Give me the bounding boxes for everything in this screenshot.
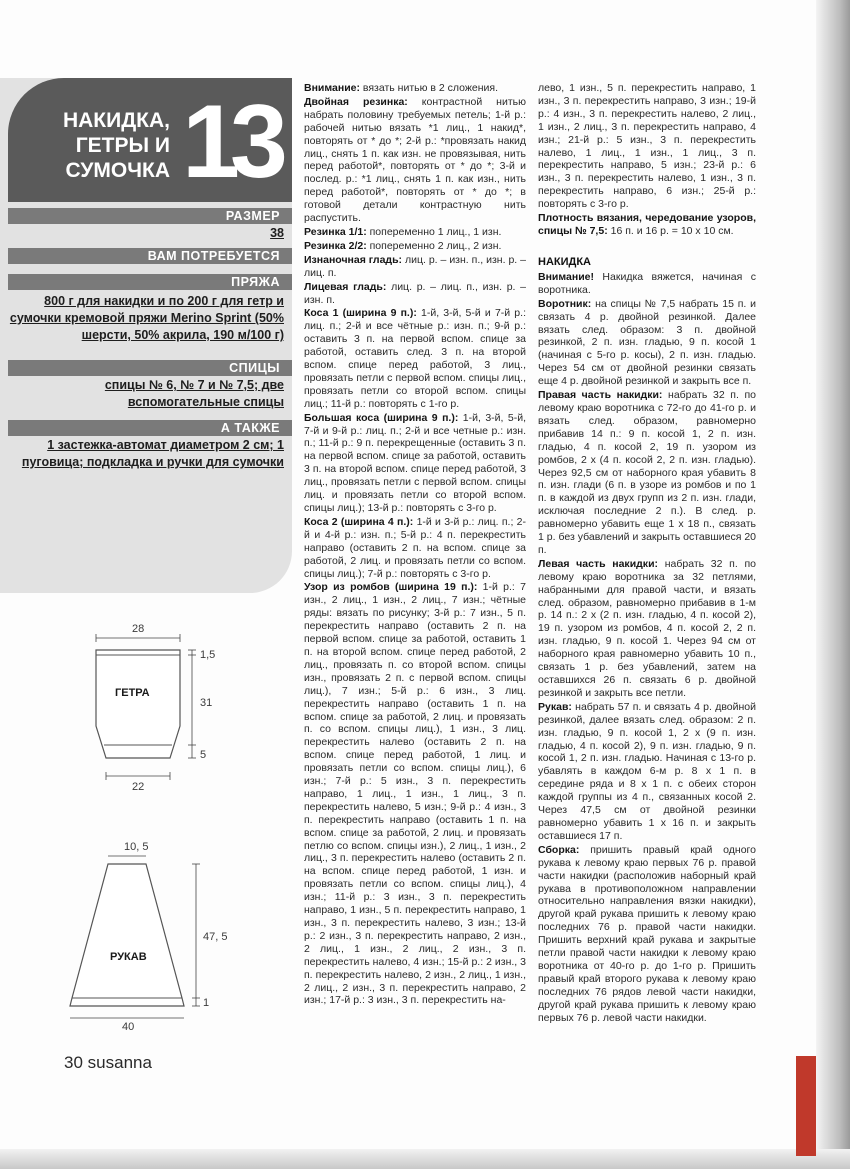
yarn-value: 800 г для накидки и по 200 г для гетр и сумочки кремовой пряжи Merino Sprint (50% шерсти, 50% акрила, 190 м/100 г) <box>9 294 284 342</box>
paragraph <box>538 298 756 388</box>
size-heading: РАЗМЕР <box>8 208 292 224</box>
paragraph-body: 1-й р.: 7 изн., 2 лиц., 1 изн., 2 лиц., 7 изн.; чётные ряды: вязать по рисунку; 3-й р.: 7 изн., 5 п. перекрестить направо (оставить 2 п. на первой вспом. спице за работой, оставить 1 п. на второй вспом. спице перед работой, 2 лиц., провязать п. со второй вспом. спицы изн., провязать 2 п. с первой вспом. спицы лиц.), 7 изн.; 5-й р.: 6 изн., 3 лиц. перекрестить направо (оставить 1 п. на вспом. спице за работой, 2 лиц. и провязать п. со вспом. спицы лиц.), 1 изн., 3 лиц. перекрестить налево (оставить 2 п. на вспом. спице перед работой, 1 лиц. и провязать петли со вспом. спицы лиц.), 6 изн.; 7-й р.: 5 изн., 3 п. перекрестить направо, 1 лиц., 1 изн., 1 лиц., 3 п. перекрестить налево, 5 изн.; 9-й р.: 4 изн., 3 п. перекрестить направо (оставить 1 п. на вспом. спице за работой, 2 лиц. и провязать петлю со вспом. спицы изн.), 2 лиц., 1 изн., 2 лиц., 3 п. перекрестить налево (оставить 2 п. на вспом. спице перед работой, 1 изн. и провязать петли со вспом. спицы лиц.), 4 изн.; 11-й р.: 3 изн., 3 п. перекрестить направо, 1 изн., 5 п. перекрестить направо, 1 изн., 3 п. перекрестить налево, 3 изн.; 13-й р.: 2 изн., 3 п. перекрестить направо, 2 изн., 2 лиц., 1 изн., 2 лиц., 2 изн., 3 п. перекрестить налево, 4 изн.; 15-й р.: 2 изн., 3 п. перекрестить налево, 2 изн., 2 лиц., 1 изн., 2 лиц., 2 изн., 3 п. перекрестить направо, 2 изн.; 17-й р.: 3 изн., 3 п. перекрестить на- <box>304 581 526 1007</box>
paragraph-lead: Резинка 1/1: <box>304 225 367 238</box>
sleeve-bottom-width: 40 <box>122 1021 135 1033</box>
getra-label: ГЕТРА <box>115 687 150 699</box>
paragraph <box>304 96 526 225</box>
paragraph-body: набрать 57 п. и связать 4 р. двойной резинкой, далее вязать след. образом: 2 п. изн. гладью, 9 п. косой 1, 2 х (9 п. изн. гладью, 4 п. косой 2), 9 п. изн. гладью, 9 п. косой 1, 2 п. изн. гладью. Начиная с 13-го р. убавлять в каждом 6-м р. 8 х 1 п. в середине ряда и 8 х 1 п. с обеих сторон каждой группы из 4 п., связанных косой 2. Через 47,5 см от двойной резинки равномерно убавить 1 х 16 п. и закрыть оставшиеся 17 п. <box>538 700 756 842</box>
also-value: 1 застежка-автомат диаметром 2 см; 1 пуговица; подкладка и ручки для сумочки <box>21 438 284 469</box>
paragraph-body: 16 п. и 16 р. = 10 х 10 см. <box>607 224 734 237</box>
red-edge-strip <box>796 1056 816 1156</box>
paragraph-body: набрать 32 п. по левому краю воротника за 32 петлями, набранными для правой части, и вязать след. образом, равномерно прибавив в 1-м р. 14 п.: 2 х (2 п. изн. гладью, 4 п. косой 2), 19 п. узором из ромбов, 4 п. косой 2, 2 п. изн. гладью, 9 п. косой 1. Через 94 см от наборного края равномерно убавить 10 п., связать 1 р. без убавлений, затем на оставшихся 26 п. связать 6 р. двойной резинкой и закрыть все петли. <box>538 557 756 699</box>
paragraph <box>304 254 526 280</box>
page-footer <box>64 1053 152 1073</box>
paragraph-body: попеременно 2 лиц., 2 изн. <box>366 239 502 252</box>
paragraph <box>538 701 756 843</box>
paragraph <box>304 307 526 410</box>
page-bottom-edge <box>0 1149 850 1169</box>
sleeve-rib: 1 <box>203 997 210 1009</box>
paragraph-body: 1-й, 3-й, 5-й и 7-й р.: лиц. п.; 2-й и все чётные р.: изн. п.; 9-й р.: оставить 3 п. на первой вспом. спице за работой, оставить след. 3 п. на второй вспом. спице перед работой, 3 лиц., провязать петли с первой вспом. спицы лиц., провязать петли со второй вспом. спицы лиц.; 11-й р.: повторять с 1-го р. <box>304 307 526 410</box>
paragraph <box>304 240 526 253</box>
paragraph-body: набрать 32 п. по левому краю воротника с 72-го до 41-го р. и вязать след. образом, равномерно прибавив 14 п.: 9 п. косой 1, 2 п. изн. гладью, 4 п. косой 2, 19 п. узором из ромбов, 2 х (4 п. косой 2, 2 п. изн. гладью). Через 92,5 см от наборного края убавить 8 п. изн. глади (6 п. в узоре из ромбов и по 1 п. в каждой из двух групп из 2 п. изн. глади, исключая последние 2 п.). В след. р. равномерно убавить еще 1 х 18 п., связать 1 р. без убавлений и закрыть оставшиеся 20 п. <box>538 389 756 556</box>
paragraph-body: 1-й, 3-й, 5-й, 7-й и 9-й р.: лиц. п.; 2-й и все четные р.: изн. п.; 11-й р.: 9 п. перекрещенные (оставить 3 п. на первой вспом. спице за работой, оставить 3 п. на второй вспом. спице перед работой, 3 лиц., провязать петли с первой вспом. спицы лиц. и провязать петли со второй вспом. спицы лиц.); 13-й р.: повторять с 3-го р. <box>304 411 526 514</box>
cape-heading: НАКИДКА <box>538 256 592 268</box>
materials-heading: ВАМ ПОТРЕБУЕТСЯ <box>8 248 292 264</box>
paragraph-body: попеременно 1 лиц., 1 изн. <box>366 225 502 238</box>
paragraph <box>304 281 526 307</box>
paragraph-lead: Сборка: <box>538 843 580 856</box>
paragraph-body: Накидка вяжется, начиная с воротника. <box>538 270 756 296</box>
yarn-heading: ПРЯЖА <box>8 274 292 290</box>
paragraph-lead: Коса 2 (ширина 4 п.): <box>304 515 414 528</box>
schematics-diagram <box>0 610 292 1050</box>
paragraph <box>538 389 756 557</box>
paragraph <box>304 82 526 95</box>
paragraph <box>538 271 756 297</box>
size-value: 38 <box>270 226 284 240</box>
paragraph-body: пришить правый край одного рукава к левому краю первых 76 р. правой части накидки (расположив наборный край рукава в противоположном направлении относительно направления вязки накидки), другой край рукава пришить к левому краю последних 76 р. правой части накидки. Пришить верхний край рукава и закрытые петли правой части накидки к левому краю воротника от 40-го р. до 1-го р. Пришить правый край второго рукава к левому краю последних 76 рядов левой части накидки, другой край рукава пришить к левому краю первых 76 р. левой части накидки. <box>538 843 756 1024</box>
paragraph <box>304 516 526 581</box>
getra-schematic <box>96 623 215 793</box>
paragraph-body: контрастной нитью набрать половину требуемых петель; 1-й р.: рабочей нитью вязать *1 лиц., 1 накид*, повторять от * до *; 2-й р.: *провязать накид лиц., снять 1 п. как изн. не провязывая, нить перед работой*, повторять от * до *; 3-й и послед. р.: *1 лиц., снять 1 п. как изн., нить перед работой*, повторять от * до *; в готовой детали контрастную нить распустить. <box>304 95 526 225</box>
instructions-column-middle <box>304 82 526 1042</box>
paragraph-lead: Коса 1 (ширина 9 п.): <box>304 307 417 320</box>
magazine-brand: susanna <box>87 1053 152 1072</box>
paragraph-lead: Левая часть накидки: <box>538 557 659 570</box>
paragraph-lead: Резинка 2/2: <box>304 239 367 252</box>
instructions-column-right-top <box>538 82 756 242</box>
paragraph-body: вязать нитью в 2 сложения. <box>359 82 499 94</box>
also-heading: А ТАКЖЕ <box>8 420 292 436</box>
getra-top-width: 28 <box>132 623 145 635</box>
getra-bottom-width: 22 <box>132 781 145 793</box>
paragraph-body: 1-й и 3-й р.: лиц. п.; 2-й и 4-й р.: изн. п.; 5-й р.: 4 п. перекрестить направо (оставить 2 п. на вспом. спице за работой, 2 лиц. и провязать петли со вспом. спицы лиц.); 7-й р.: повторять с 3-го р. <box>304 515 526 580</box>
paragraph-lead: Внимание: <box>304 82 360 94</box>
paragraph <box>538 212 756 238</box>
paragraph-lead: Двойная резинка: <box>304 95 408 108</box>
paragraph <box>304 412 526 515</box>
paragraph <box>538 82 756 211</box>
getra-rib-top: 1,5 <box>200 649 216 661</box>
getra-height: 31 <box>200 697 213 709</box>
sleeve-top-width: 10, 5 <box>124 841 149 853</box>
instructions-column-right <box>538 256 756 1046</box>
pattern-number: 13 <box>182 84 278 200</box>
paragraph <box>304 581 526 1007</box>
paragraph-lead: Внимание! <box>538 270 594 283</box>
sleeve-label: РУКАВ <box>110 951 147 963</box>
paragraph <box>304 226 526 239</box>
paragraph-lead: Рукав: <box>538 700 572 713</box>
paragraph-lead: Большая коса (ширина 9 п.): <box>304 411 459 424</box>
paragraph-body: лиц. р. – лиц. п., изн. р. – изн. п. <box>304 280 526 306</box>
paragraph-lead: Воротник: <box>538 297 592 310</box>
needles-heading: СПИЦЫ <box>8 360 292 376</box>
getra-rib-bottom: 5 <box>200 749 207 761</box>
needles-value: спицы № 6, № 7 и № 7,5; две вспомогательные спицы <box>104 378 284 409</box>
page-edge-shadow <box>816 0 850 1169</box>
page-title: НАКИДКА, ГЕТРЫ И СУМОЧКА <box>62 109 170 182</box>
paragraph-body: лиц. р. – изн. п., изн. р. – лиц. п. <box>304 253 526 279</box>
paragraph-lead: Правая часть накидки: <box>538 389 663 402</box>
paragraph <box>538 558 756 700</box>
sleeve-height: 47, 5 <box>203 931 228 943</box>
paragraph-lead: Изнаночная гладь: <box>304 253 403 266</box>
paragraph-body: лево, 1 изн., 5 п. перекрестить направо, 1 изн., 3 п. перекрестить направо, 3 изн.; 19-й р.: 4 изн., 3 п. перекрестить налево, 2 лиц., 1 изн., 2 лиц., 3 п. перекрестить направо, 4 изн.; 21-й р.: 5 изн., 3 п. перекрестить налево, 1 лиц., 1 изн., 1 лиц., 3 п. перекрестить направо, 5 изн.; 23-й р.: 6 изн., 3 п. перекрестить налево, 1 изн., 3 п. перекрестить направо, 6 изн.; 25-й р.: повторять с 3-го р. <box>538 82 756 211</box>
paragraph <box>538 844 756 1025</box>
sleeve-schematic <box>70 841 227 1033</box>
paragraph-lead: Лицевая гладь: <box>304 280 387 293</box>
page-number: 30 <box>64 1053 83 1072</box>
paragraph-body: на спицы № 7,5 набрать 15 п. и связать 4 р. двойной резинкой. Далее вязать след. образом: 3 п. двойной резинкой, 2 п. изн. гладью, 9 п. косой 1 (начиная с 5-го р. косы), 2 п. изн. гладью. Через 54 см от двойной резинки связать еще 4 р. двойной резинкой и закрыть все п. <box>538 297 756 388</box>
paragraph-lead: Узор из ромбов (ширина 19 п.): <box>304 581 478 594</box>
paragraph-lead: Плотность вязания, чередование узоров, спицы № 7,5: <box>538 212 756 237</box>
